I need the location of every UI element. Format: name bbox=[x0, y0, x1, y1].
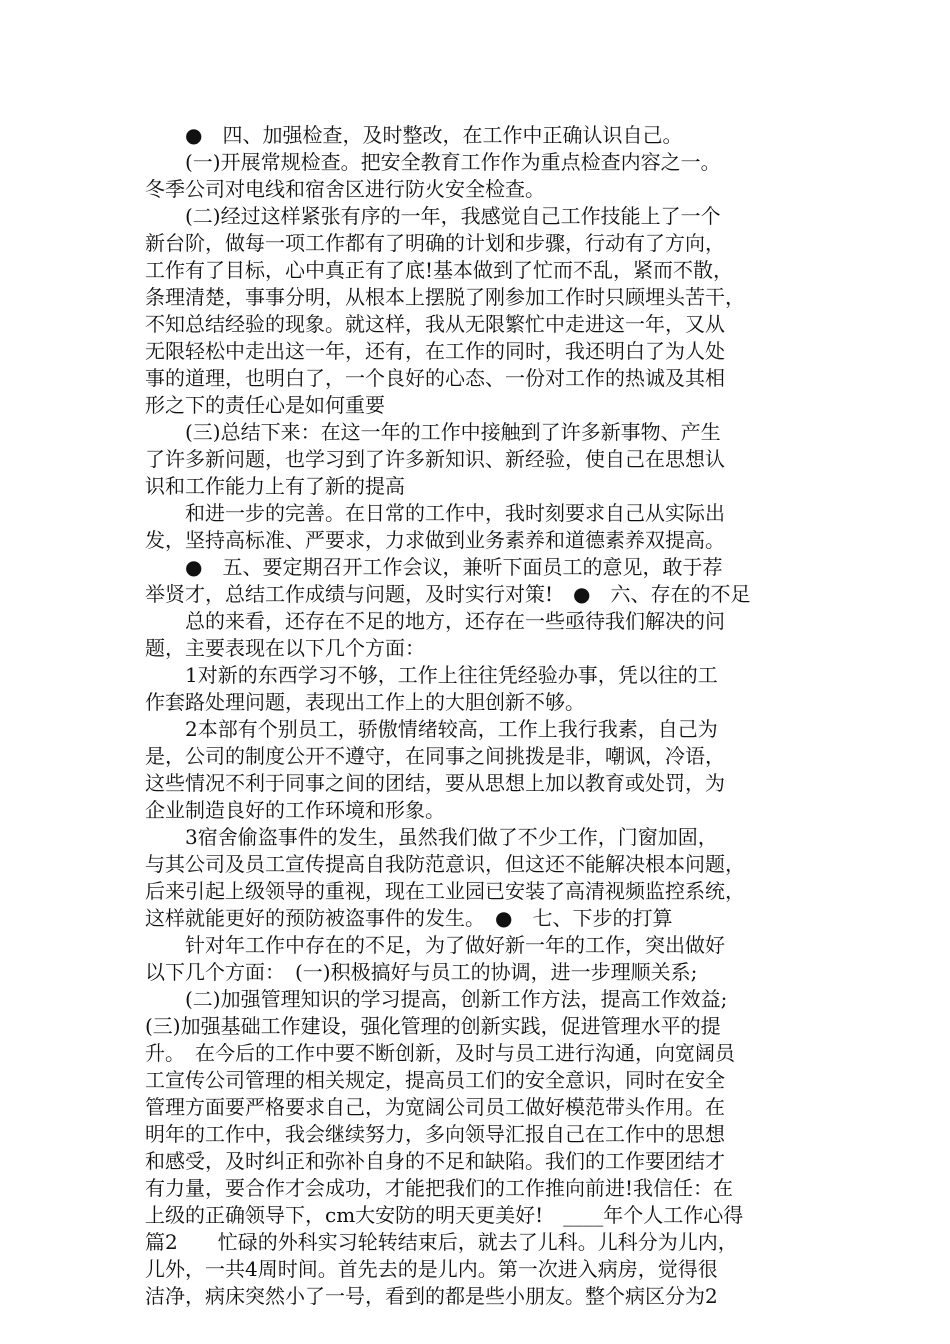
text-line: ● 五、要定期召开工作会议，兼听下面员工的意见，敢于荐 bbox=[145, 555, 723, 579]
text-line: 篇2 忙碌的外科实习轮转结束后，就去了儿科。儿科分为儿内， bbox=[145, 1230, 738, 1254]
text-line: 是，公司的制度公开不遵守，在同事之间挑拨是非，嘲讽，冷语， bbox=[145, 744, 725, 768]
text-line: 1对新的东西学习不够，工作上往往凭经验办事，凭以往的工 bbox=[145, 663, 718, 687]
text-line: 举贤才，总结工作成绩与问题，及时实行对策! ● 六、存在的不足 bbox=[145, 582, 751, 606]
text-line: 条理清楚，事事分明，从根本上摆脱了刚参加工作时只顾埋头苦干， bbox=[145, 285, 745, 309]
text-line: 管理方面要严格要求自己，为宽阔公司员工做好模范带头作用。在 bbox=[145, 1095, 725, 1119]
text-line: 无限轻松中走出这一年，还有，在工作的同时，我还明白了为人处 bbox=[145, 339, 725, 363]
text-line: 这些情况不利于同事之间的团结，要从思想上加以教育或处罚，为 bbox=[145, 771, 725, 795]
text-line: 了许多新问题，也学习到了许多新知识、新经验，使自己在思想认 bbox=[145, 447, 725, 471]
text-line: 以下几个方面： (一)积极搞好与员工的协调，进一步理顺关系; bbox=[145, 960, 698, 984]
text-line: 冬季公司对电线和宿舍区进行防火安全检查。 bbox=[145, 177, 545, 201]
text-line: 识和工作能力上有了新的提高 bbox=[145, 474, 405, 498]
text-line: 上级的正确领导下，cm大安防的明天更美好! ____年个人工作心得 bbox=[145, 1203, 744, 1227]
text-line: 有力量，要合作才会成功，才能把我们的工作推向前进!我信任：在 bbox=[145, 1176, 734, 1200]
text-line: 题，主要表现在以下几个方面： bbox=[145, 636, 425, 660]
text-line: (一)开展常规检查。把安全教育工作作为重点检查内容之一。 bbox=[145, 150, 721, 174]
text-line: 工作有了目标，心中真正有了底!基本做到了忙而不乱，紧而不散， bbox=[145, 258, 734, 282]
text-line: 事的道理，也明白了，一个良好的心态、一份对工作的热诚及其相 bbox=[145, 366, 725, 390]
text-line: ● 四、加强检查，及时整改，在工作中正确认识自己。 bbox=[145, 123, 683, 147]
text-line: 新台阶，做每一项工作都有了明确的计划和步骤，行动有了方向， bbox=[145, 231, 725, 255]
text-line: 与其公司及员工宣传提高自我防范意识，但这还不能解决根本问题， bbox=[145, 852, 745, 876]
text-line: 工宣传公司管理的相关规定，提高员工们的安全意识，同时在安全 bbox=[145, 1068, 725, 1092]
text-line: 明年的工作中，我会继续努力，多向领导汇报自己在工作中的思想 bbox=[145, 1122, 725, 1146]
text-line: 形之下的责任心是如何重要 bbox=[145, 393, 385, 417]
text-line: (二)经过这样紧张有序的一年，我感觉自己工作技能上了一个 bbox=[145, 204, 721, 228]
text-line: 作套路处理问题，表现出工作上的大胆创新不够。 bbox=[145, 690, 585, 714]
text-line: (二)加强管理知识的学习提高，创新工作方法，提高工作效益; bbox=[145, 987, 728, 1011]
text-line: 3宿舍偷盗事件的发生，虽然我们做了不少工作，门窗加固， bbox=[145, 825, 718, 849]
text-line: 不知总结经验的现象。就这样，我从无限繁忙中走进这一年，又从 bbox=[145, 312, 725, 336]
text-line: 发，坚持高标准、严要求，力求做到业务素养和道德素养双提高。 bbox=[145, 528, 725, 552]
text-line: 这样就能更好的预防被盗事件的发生。 ● 七、下步的打算 bbox=[145, 906, 673, 930]
text-line: 总的来看，还存在不足的地方，还存在一些亟待我们解决的问 bbox=[145, 609, 725, 633]
text-line: (三)总结下来：在这一年的工作中接触到了许多新事物、产生 bbox=[145, 420, 721, 444]
text-line: 洁净，病床突然小了一号，看到的都是些小朋友。整个病区分为2 bbox=[145, 1284, 718, 1308]
text-line: 升。 在今后的工作中要不断创新，及时与员工进行沟通，向宽阔员 bbox=[145, 1041, 735, 1065]
text-line: 企业制造良好的工作环境和形象。 bbox=[145, 798, 445, 822]
text-line: (三)加强基础工作建设，强化管理的创新实践，促进管理水平的提 bbox=[145, 1014, 721, 1038]
text-line: 2本部有个别员工，骄傲情绪较高，工作上我行我素，自己为 bbox=[145, 717, 718, 741]
document-body bbox=[145, 122, 815, 1310]
text-line: 儿外，一共4周时间。首先去的是儿内。第一次进入病房，觉得很 bbox=[145, 1257, 718, 1281]
text-line: 后来引起上级领导的重视，现在工业园已安装了高清视频监控系统， bbox=[145, 879, 745, 903]
text-line: 针对年工作中存在的不足，为了做好新一年的工作，突出做好 bbox=[145, 933, 725, 957]
text-line: 和感受，及时纠正和弥补自身的不足和缺陷。我们的工作要团结才 bbox=[145, 1149, 725, 1173]
text-line: 和进一步的完善。在日常的工作中，我时刻要求自己从实际出 bbox=[145, 501, 725, 525]
